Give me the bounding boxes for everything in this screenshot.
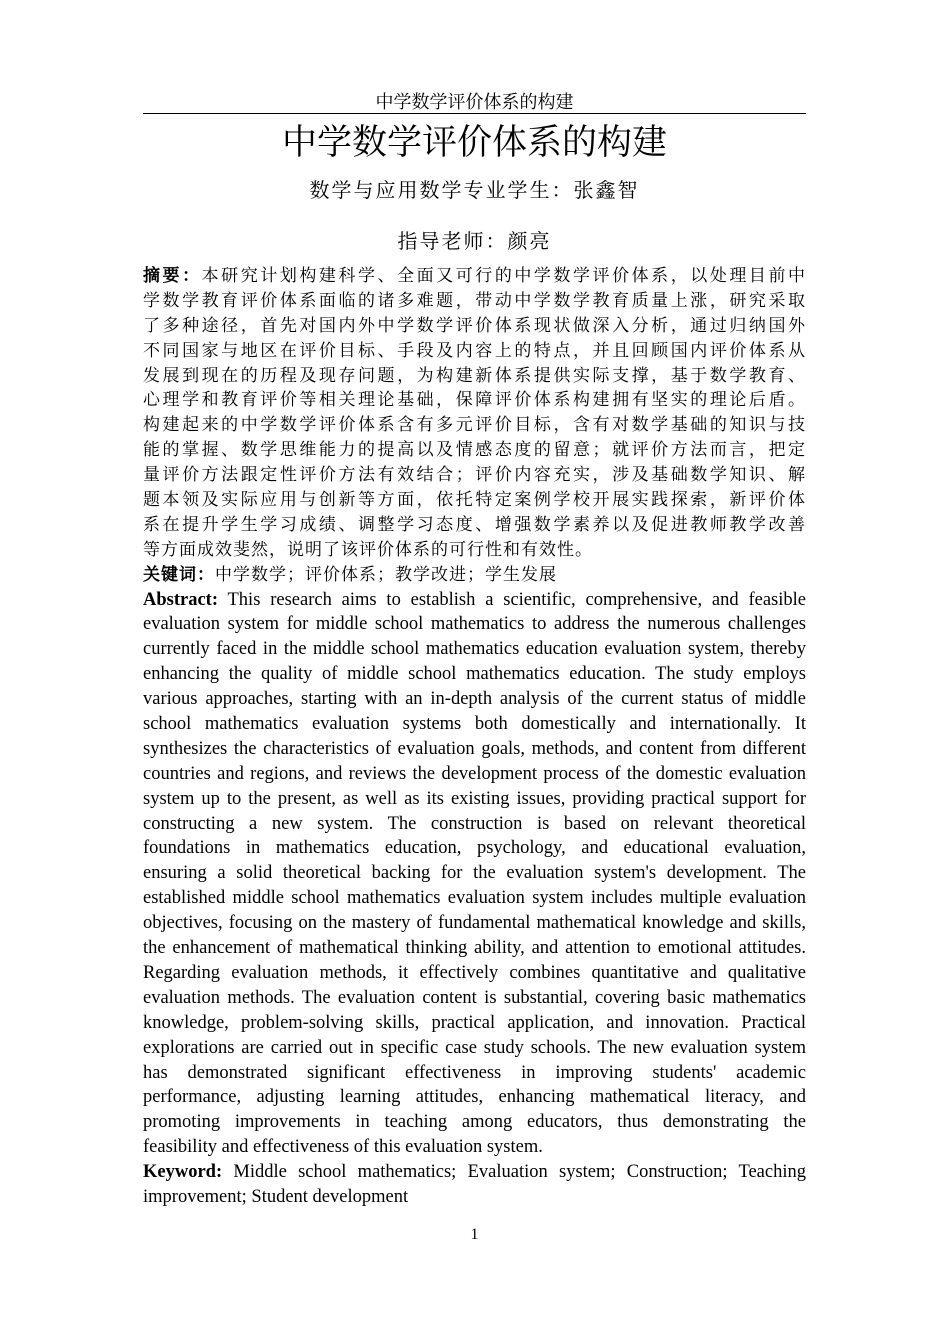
abstract-body [143, 264, 806, 1210]
text-line [143, 812, 806, 837]
line-text: synthesizes the characteristics of evaluation goals, methods, and content from different [143, 738, 806, 759]
text-line [143, 289, 806, 314]
line-text: objectives, focusing on the mastery of fundamental mathematical knowledge and skills, [143, 913, 806, 934]
line-text: 不同国家与地区在评价目标、手段及内容上的特点，并且回顾国内评价体系从 [143, 340, 806, 360]
text-line [143, 886, 806, 911]
line-text: 能的掌握、数学思维能力的提高以及情感态度的留意；就评价方法而言，把定 [143, 440, 806, 460]
text-line [143, 339, 806, 364]
line-text: explorations are carried out in specific case study schools. The new evaluation system [143, 1037, 806, 1058]
text-line [143, 737, 806, 762]
line-text: 发展到现在的历程及现存问题，为构建新体系提供实际支撑，基于数学教育、 [143, 365, 806, 385]
line-text: Middle school mathematics; Evaluation system; Construction; Teaching [222, 1162, 806, 1183]
text-line [143, 1085, 806, 1110]
line-text: various approaches, starting with an in-depth analysis of the current status of middle [143, 689, 806, 710]
page-number: 1 [470, 1226, 479, 1243]
english-keywords [143, 1160, 806, 1210]
line-text: 量评价方法跟定性评价方法有效结合；评价内容充实，涉及基础数学知识、解 [143, 465, 806, 485]
running-header: 中学数学评价体系的构建 [375, 92, 574, 112]
line-text: 系在提升学生学习成绩、调整学习态度、增强数学素养以及促进教师教学改善 [143, 514, 806, 534]
line-text: ensuring a solid theoretical backing for the evaluation system's development. The [143, 863, 806, 884]
author-line: 数学与应用数学专业学生：张鑫智 [309, 180, 640, 202]
line-text: 构建起来的中学数学评价体系含有多元评价目标，含有对数学基础的知识与技 [143, 415, 806, 435]
text-line [143, 413, 806, 438]
text-line [143, 1061, 806, 1086]
line-text: the enhancement of mathematical thinking ability, and attention to emotional attitudes. [143, 938, 806, 959]
text-line [143, 961, 806, 986]
line-text: evaluation system for middle school mathematics to address the numerous challenges [143, 614, 806, 635]
line-text: improvement; Student development [143, 1186, 409, 1207]
line-text: performance, adjusting learning attitudes, enhancing mathematical literacy, and [143, 1087, 806, 1108]
line-text: foundations in mathematics education, psychology, and educational evaluation, [143, 838, 806, 859]
text-line [143, 762, 806, 787]
line-text: established middle school mathematics evaluation system includes multiple evaluation [143, 888, 806, 909]
text-line [143, 264, 806, 289]
text-line [143, 513, 806, 538]
line-text: This research aims to establish a scientific, comprehensive, and feasible [218, 589, 806, 610]
line-text: knowledge, problem-solving skills, practical application, and innovation. Practical [143, 1012, 806, 1033]
text-line [143, 687, 806, 712]
line-text: 心理学和教育评价等相关理论基础，保障评价体系构建拥有坚实的理论后盾。 [143, 390, 806, 410]
text-line [143, 1011, 806, 1036]
english-abstract [143, 588, 806, 1160]
line-text: Regarding evaluation methods, it effectively combines quantitative and qualitative [143, 962, 806, 983]
text-line [143, 986, 806, 1011]
text-line [143, 861, 806, 886]
text-line [143, 588, 806, 613]
text-line [143, 488, 806, 513]
text-line [143, 1185, 806, 1210]
text-line [143, 836, 806, 861]
line-text: countries and regions, and reviews the development process of the domestic evaluation [143, 763, 806, 784]
text-line [143, 388, 806, 413]
text-line [143, 1160, 806, 1185]
text-line [143, 787, 806, 812]
text-line [143, 662, 806, 687]
text-line [143, 1036, 806, 1061]
line-text: has demonstrated significant effectiveness in improving students' academic [143, 1062, 806, 1083]
line-text: constructing a new system. The construction is based on relevant theoretical [143, 813, 806, 834]
keywords-label: 关键词： [143, 564, 215, 584]
line-text: evaluation methods. The evaluation content is substantial, covering basic mathematics [143, 987, 806, 1008]
page-title: 中学数学评价体系的构建 [281, 123, 667, 163]
section-label: Keyword: [143, 1162, 223, 1183]
text-line [143, 364, 806, 389]
section-label: Abstract: [143, 589, 219, 610]
text-line [143, 463, 806, 488]
advisor-line: 指导老师：颜亮 [397, 231, 552, 253]
text-line [143, 314, 806, 339]
line-text: school mathematics evaluation systems both domestically and internationally. It [143, 714, 806, 735]
line-text: 学数学教育评价体系面临的诸多难题，带动中学数学教育质量上涨，研究采取 [143, 290, 806, 310]
text-line [143, 1110, 806, 1135]
text-line [143, 911, 806, 936]
text-line [143, 936, 806, 961]
line-text: 了多种途径，首先对国内外中学数学评价体系现状做深入分析，通过归纳国外 [143, 315, 806, 335]
line-text: 题本领及实际应用与创新等方面，依托特定案例学校开展实践探索，新评价体 [143, 490, 806, 510]
chinese-keywords [143, 563, 806, 588]
line-text: currently faced in the middle school mathematics education evaluation system, thereby [143, 639, 806, 660]
line-text: enhancing the quality of middle school mathematics education. The study employs [143, 664, 806, 685]
keywords-text: 中学数学；评价体系；教学改进；学生发展 [215, 564, 557, 584]
line-text: feasibility and effectiveness of this evaluation system. [143, 1137, 543, 1158]
text-line [143, 712, 806, 737]
header-divider [143, 113, 806, 114]
line-text: 等方面成效斐然，说明了该评价体系的可行性和有效性。 [143, 539, 593, 559]
line-text: promoting improvements in teaching among educators, thus demonstrating the [143, 1112, 806, 1133]
section-label: 摘要： [143, 266, 202, 285]
line-text: system up to the present, as well as its existing issues, providing practical support for [143, 788, 806, 809]
text-line [143, 637, 806, 662]
text-line [143, 538, 806, 563]
chinese-abstract [143, 264, 806, 563]
line-text: 本研究计划构建科学、全面又可行的中学数学评价体系，以处理目前中 [201, 266, 807, 285]
text-line [143, 438, 806, 463]
text-line [143, 612, 806, 637]
text-line [143, 1135, 806, 1160]
